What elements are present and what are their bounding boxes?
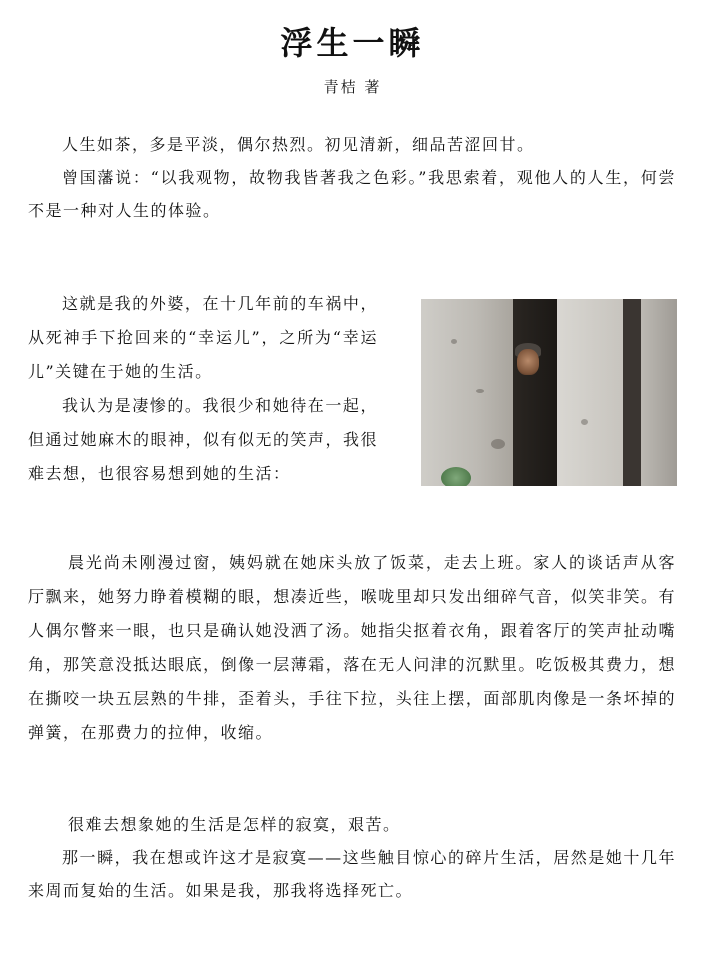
photo-stain bbox=[581, 419, 588, 425]
photo-pillar bbox=[623, 299, 641, 486]
author-byline: 青桔 著 bbox=[323, 78, 382, 96]
paragraph-1: 人生如茶，多是平淡，偶尔热烈。初见清新，细品苦涩回甘。 bbox=[62, 135, 535, 154]
photo-wall-left bbox=[421, 299, 513, 486]
paragraph-2: 曾国藩说：“以我观物，故物我皆著我之色彩。”我思索着，观他人的人生，何尝不是一种对人生的体验。 bbox=[28, 168, 676, 220]
paragraph-6: 很难去想象她的生活是怎样的寂寞，艰苦。 bbox=[68, 815, 401, 834]
page-title: 浮生一瞬 bbox=[280, 24, 425, 62]
photo-doorway bbox=[513, 299, 557, 486]
photo-stain bbox=[451, 339, 457, 344]
paragraph-3: 这就是我的外婆，在十几年前的车祸中，从死神手下抢回来的“幸运儿”，之所为“幸运儿”关键在于她的生活。 bbox=[28, 294, 378, 381]
grandmother-photo bbox=[421, 299, 677, 486]
paragraph-7: 那一瞬，我在想或许这才是寂寞——这些触目惊心的碎片生活，居然是她十几年来周而复始的生活。如果是我，那我将选择死亡。 bbox=[28, 848, 676, 900]
photo-face bbox=[517, 349, 539, 375]
photo-wall-right bbox=[641, 299, 677, 486]
photo-stain bbox=[476, 389, 484, 393]
photo-plant bbox=[441, 467, 471, 486]
paragraph-4: 我认为是凄惨的。我很少和她待在一起，但通过她麻木的眼神，似有似无的笑声，我很难去想，也很容易想到她的生活： bbox=[28, 396, 379, 483]
paragraph-5: 晨光尚未刚漫过窗，姨妈就在她床头放了饭菜，走去上班。家人的谈话声从客厅飘来，她努力睁着模糊的眼，想凑近些，喉咙里却只发出细碎气音，似笑非笑。有人偶尔瞥来一眼，也只是确认她没洒了汤。她指尖抠着衣角，跟着客厅的笑声扯动嘴角，那笑意没抵达眼底，倒像一层薄霜，落在无人问津的沉默里。吃饭极其费力，想在撕咬一块五层熟的牛排，歪着头，手往下拉，头往上摆，面部肌肉像是一条坏掉的弹簧，在那费力的拉伸，收缩。 bbox=[28, 553, 676, 742]
photo-stain bbox=[491, 439, 505, 449]
photo-wall-middle bbox=[557, 299, 623, 486]
